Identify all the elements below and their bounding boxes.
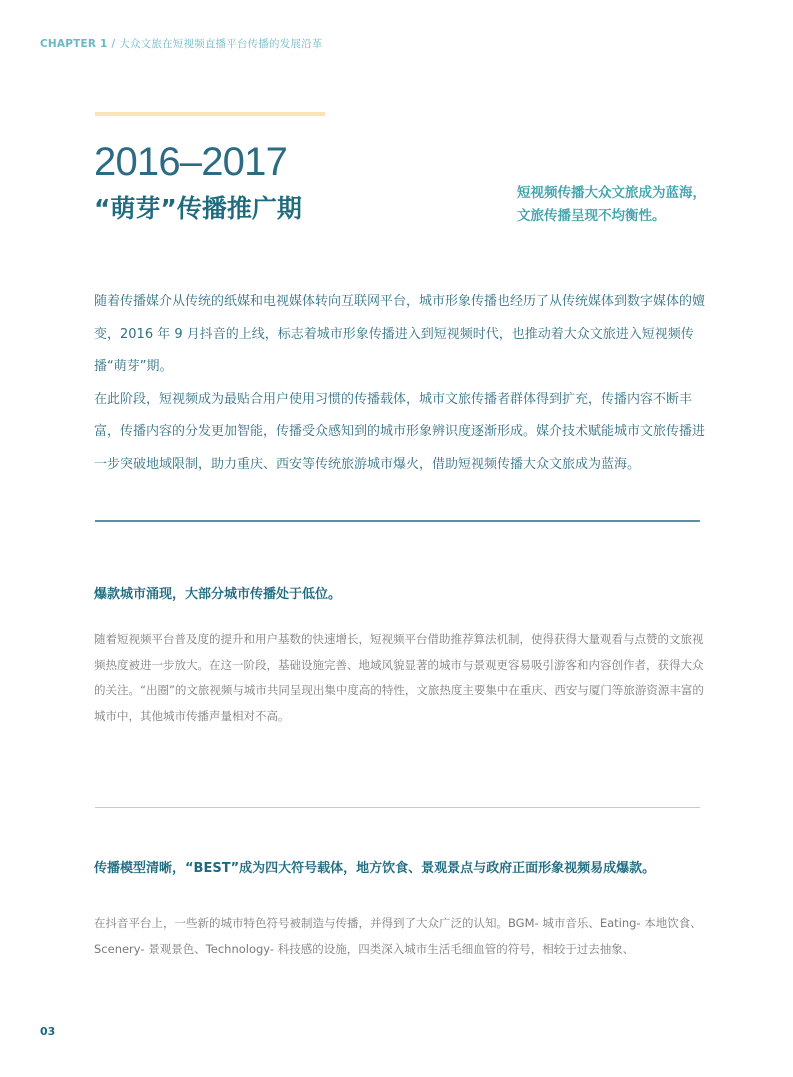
header-separator: / (111, 38, 116, 50)
intro-paragraph-1: 随着传播媒介从传统的纸媒和电视媒体转向互联网平台，城市形象传播也经历了从传统媒体到数字媒体的嬗变，2016 年 9 月抖音的上线，标志着城市形象传播进入到短视频时代，也推动着大众文旅进入短视频传播“萌芽”期。 (94, 294, 706, 374)
section-divider-blue (95, 520, 700, 522)
page-header (40, 36, 323, 51)
section-1-heading: 爆款城市涌现，大部分城市传播处于低位。 (94, 587, 342, 602)
page-number: 03 (40, 1025, 56, 1038)
period-years: 2016–2017 (94, 140, 288, 184)
period-subtitle: “萌芽”传播推广期 (94, 194, 302, 223)
section-1-body: 随着短视频平台普及度的提升和用户基数的快速增长，短视频平台借助推荐算法机制，使得获得大量观看与点赞的文旅视频热度被进一步放大。在这一阶段，基础设施完善、地域风貌显著的城市与景观更容易吸引游客和内容创作者，获得大众的关注。“出圈”的文旅视频与城市共同呈现出集中度高的特性，文旅热度主要集中在重庆、西安与厦门等旅游资源丰富的城市中，其他城市传播声量相对不高。 (94, 632, 704, 723)
title-accent-bar (95, 112, 325, 116)
section-divider-gray (95, 807, 700, 808)
chapter-label: CHAPTER 1 (40, 38, 108, 50)
intro-text (94, 286, 706, 481)
side-summary: 短视频传播大众文旅成为蓝海，文旅传播呈现不均衡性。 (517, 185, 706, 224)
intro-paragraph-2: 在此阶段，短视频成为最贴合用户使用习惯的传播载体，城市文旅传播者群体得到扩充，传播内容不断丰富，传播内容的分发更加智能，传播受众感知到的城市形象辨识度逐渐形成。媒介技术赋能城市文旅传播进一步突破地域限制，助力重庆、西安等传统旅游城市爆火，借助短视频传播大众文旅成为蓝海。 (94, 391, 706, 472)
section-2-heading: 传播模型清晰，“BEST”成为四大符号载体，地方饮食、景观景点与政府正面形象视频易成爆款。 (94, 861, 656, 876)
chapter-title: 大众文旅在短视频直播平台传播的发展沿革 (119, 38, 323, 50)
section-2-body: 在抖音平台上，一些新的城市特色符号被制造与传播，并得到了大众广泛的认知。BGM- 城市音乐、Eating- 本地饮食、Scenery- 景观景色、Technology- 科技感的设施，四类深入城市生活毛细血管的符号，相较于过去抽象、 (94, 916, 702, 956)
